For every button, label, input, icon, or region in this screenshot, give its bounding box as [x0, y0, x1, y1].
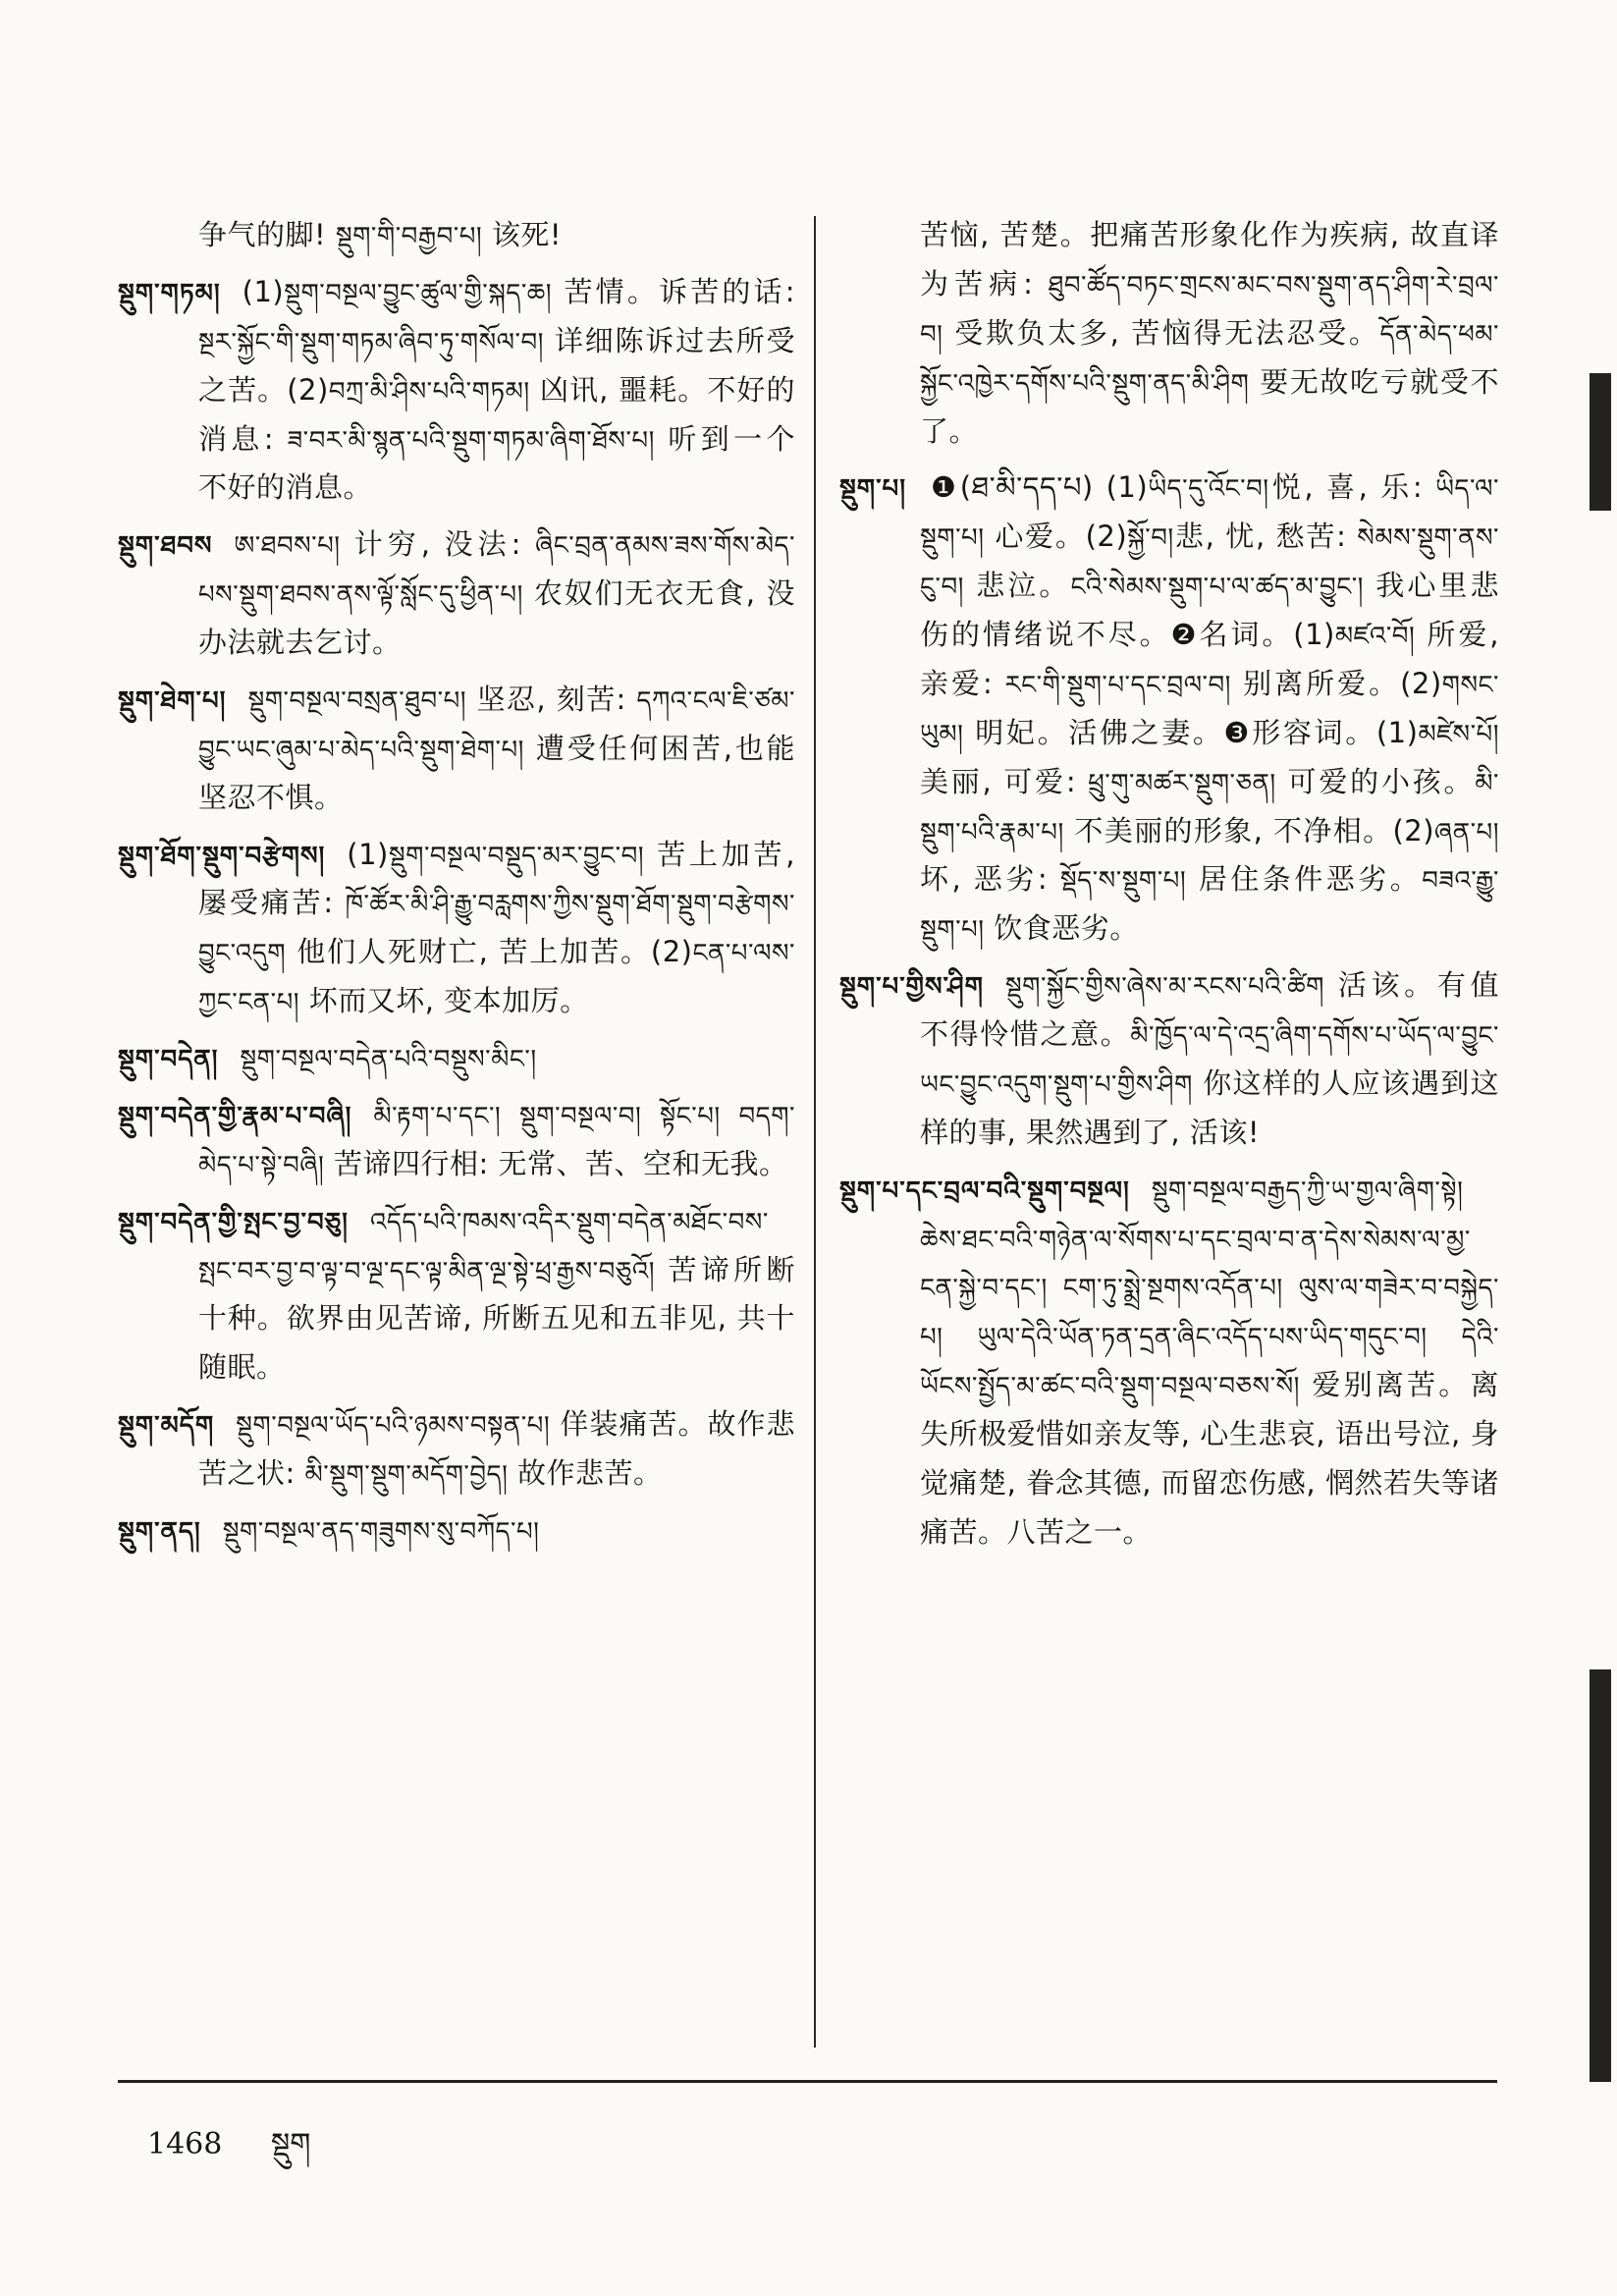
- chinese-gloss: 苦恼, 苦楚。把痛苦形象化作为疾病, 故直译为苦病:: [920, 218, 1499, 301]
- chinese-gloss: 要无故吃亏就受不了。: [920, 364, 1499, 448]
- edge-mark: [1590, 1669, 1611, 2082]
- chinese-gloss: (1): [242, 274, 285, 308]
- tibetan-text: མི་སྡུག་པའི་རྣམ་པ།: [920, 768, 1499, 847]
- tibetan-text: སྡུག་བསྔལ་བསྲན་ཐུབ་པ།: [247, 685, 467, 716]
- tibetan-text: མཛའ་བོ།: [1334, 622, 1416, 651]
- chinese-gloss: 居住条件恶劣。: [1186, 862, 1423, 897]
- headword: སྡུག་ནད།: [118, 1516, 201, 1547]
- tibetan-text: ངན་པ་ལས་ཀྱང་ངན་པ།: [198, 939, 795, 1018]
- dictionary-entry: [118, 1197, 795, 1394]
- dictionary-entry: [118, 1400, 795, 1499]
- footer-rule: [118, 2080, 1497, 2083]
- edge-mark: [1590, 373, 1611, 511]
- chinese-gloss: 他们人死财亡, 苦上加苦。(2): [286, 935, 693, 969]
- left-column: [118, 211, 795, 1563]
- tibetan-text: སྔར་སྐྱོང་གི་སྡུག་གཏམ་ཞིབ་ཏུ་གསོལ་བ།: [198, 327, 544, 357]
- dictionary-entry: [118, 831, 795, 1027]
- tibetan-text: མཛེས་པོ།: [1418, 719, 1499, 749]
- tibetan-text: མི་རྟག་པ་དང་། སྡུག་བསྔལ་བ། སྟོང་པ། བདག་མེད་པ་སྟེ་བཞི།: [198, 1101, 795, 1180]
- tibetan-text: ཞན་པ།: [1434, 817, 1499, 847]
- tibetan-text: སྡུག་བསྔལ་བྱུང་ཚུལ་གྱི་སྐད་ཆ།: [284, 278, 553, 308]
- tibetan-text: ངའི་སེམས་སྡུག་པ་ལ་ཚད་མ་བྱུང་།: [1070, 573, 1364, 603]
- tibetan-text: ཐུབ་ཚོད་བཏང་གྲངས་མང་བས་སྡུག་ནད་ཤིག་རེ་བྲལ་བ།: [920, 270, 1499, 350]
- tibetan-text: སྐྱོ་བ།: [1127, 523, 1174, 554]
- tibetan-text: ཁོ་ཚོར་མི་ཤི་རྒྱུ་བརླགས་ཀྱིས་སྡུག་ཐོག་སྡུག་བརྩེགས་བྱུང་འདུག: [198, 890, 795, 969]
- tibetan-text: སྡུག་བསྔལ་བསྡུད་མར་བྱུང་བ།: [388, 841, 645, 871]
- chinese-gloss: 苦谛所断十种。欲界由见苦谛, 所断五见和五非见, 共十随眠。: [198, 1252, 795, 1385]
- chinese-gloss: 遭受任何困苦,也能坚忍不惧。: [198, 731, 795, 814]
- chinese-gloss: 饮食恶劣。: [984, 911, 1139, 946]
- headword: སྡུག་བདེན་གྱི་སྤང་བྱ་བཅུ།: [118, 1207, 349, 1237]
- chinese-gloss: 听到一个不好的消息。: [198, 421, 795, 505]
- tibetan-text: མི་ཁྱོད་ལ་དེ་འདྲ་ཞིག་དགོས་པ་ཡོད་ལ་བྱུང་ཡང་བྱུང་འདུག་སྡུག་པ་གྱིས་ཤིག: [920, 1021, 1499, 1100]
- chinese-gloss: 悲泣。: [963, 569, 1071, 603]
- chinese-gloss: 坏而又坏, 变本加厉。: [299, 984, 589, 1018]
- dictionary-entry: [839, 1166, 1499, 1558]
- dictionary-entry: [839, 464, 1499, 954]
- chinese-gloss: 不美丽的形象, 不净相。(2): [1063, 813, 1435, 847]
- headword: སྡུག་པ་དང་བྲལ་བའི་སྡུག་བསྔལ།: [839, 1175, 1130, 1206]
- chinese-gloss: 别离所爱。(2): [1230, 666, 1442, 700]
- tibetan-text: བཀྲ་མི་ཤིས་པའི་གཏམ།: [328, 376, 530, 407]
- headword: སྡུག་ཐོག་སྡུག་བརྩེགས།: [118, 841, 326, 871]
- headword: སྡུག་བདེན་གྱི་རྣམ་པ་བཞི།: [118, 1101, 352, 1131]
- chinese-gloss: 争气的脚!: [198, 218, 336, 251]
- headword: སྡུག་བདེན།: [118, 1045, 219, 1074]
- tibetan-text: དཀའ་ངལ་ཇི་ཙམ་བྱུང་ཡང་ཞུམ་པ་མེད་པའི་སྡུག་ཐེག་པ།: [198, 685, 795, 765]
- chinese-gloss: 活该。有值不得怜惜之意。: [920, 968, 1499, 1051]
- chinese-gloss: 所爱, 亲爱:: [920, 618, 1500, 700]
- dictionary-entry: [839, 961, 1499, 1158]
- scan-edge-marks: [1578, 0, 1617, 2296]
- chinese-gloss: 悦, 喜, 乐:: [1268, 470, 1436, 505]
- chinese-gloss: 计穷, 没法:: [340, 527, 536, 562]
- headword: སྡུག་པ་གྱིས་ཤིག: [839, 972, 984, 1003]
- chinese-gloss: 坏, 恶劣:: [920, 862, 1060, 897]
- chinese-gloss: 受欺负太多, 苦恼得无法忍受。: [943, 315, 1380, 350]
- tibetan-text: སྡུག་བསྔལ་ནད་གཟུགས་སུ་བཀོད་པ།: [222, 1516, 540, 1547]
- headword: སྡུག་མདོག: [118, 1411, 215, 1442]
- dictionary-entry: [118, 676, 795, 823]
- entry-continuation: [118, 211, 795, 260]
- page-number: 1468: [147, 2127, 223, 2161]
- column-divider: [814, 216, 816, 2048]
- chinese-gloss: 可爱的小孩。: [1275, 764, 1476, 798]
- chinese-gloss: ❶(ཐ་མི་དད་པ) (1): [927, 470, 1149, 505]
- chinese-gloss: 详细陈诉过去所受之苦。(2): [198, 323, 795, 407]
- entry-continuation: [839, 211, 1499, 456]
- tibetan-text: མི་སྡུག་སྡུག་མདོག་བྱེད།: [304, 1460, 509, 1490]
- chinese-gloss: 爱别离苦。离失所极爱惜如亲友等, 心生悲哀, 语出号泣, 身觉痛楚, 眷念其德, 而留恋伤感, 惘然若失等诸痛苦。八苦之一。: [920, 1368, 1499, 1549]
- chinese-gloss: 佯装痛苦。故作悲苦之状:: [198, 1407, 795, 1490]
- chinese-gloss: 该死!: [482, 218, 563, 251]
- tibetan-text: རང་གི་སྡུག་པ་དང་བྲལ་བ།: [1004, 670, 1231, 700]
- page-footer: [147, 2111, 310, 2194]
- dictionary-entry: [118, 1034, 795, 1083]
- tibetan-text: གསང་ཡུམ།: [920, 670, 1499, 749]
- chinese-gloss: 我心里悲伤的情绪说不尽。❷名词。(1): [920, 569, 1499, 651]
- tibetan-text: ཕྲུ་གུ་མཚར་སྡུག་ཅན།: [1088, 768, 1276, 798]
- headword: སྡུག་ཐེག་པ།: [118, 685, 227, 716]
- tibetan-text: དོན་མེད་ཕམ་སྐྱོང་འཁྱེར་དགོས་པའི་སྡུག་ནད་མི་ཤིག: [920, 319, 1499, 399]
- chinese-gloss: 农奴们无衣无食, 没办法就去乞讨。: [198, 576, 795, 659]
- chinese-gloss: 凶讯, 噩耗。不好的消息:: [198, 372, 795, 456]
- chinese-gloss: 明妃。活佛之妻。❸形容词。(1): [963, 715, 1419, 749]
- chinese-gloss: 心爱。(2): [984, 519, 1128, 554]
- tibetan-text: སྡུག་བསྔལ་བརྒྱད་ཀྱི་ཡ་གྱལ་ཞིག་སྟེ། ཆེས་ཐང་བའི་གཉེན་ལ་སོགས་པ་དང་བྲལ་བ་ན་དེས་སེམས་ལ་མྱ་ངན་སྐྱེ་བ་དང་། ངག་ཏུ་སྨྲེ་སྔགས་འདོན་པ། ལུས་ལ་གཟེར་བ་བསྐྱེད་པ། ཡུལ་དེའི་ཡོན་ཏན་དྲན་ཞིང་འདོད་པས་ཡིད་གདུང་བ། དེའི་ཡོངས་སྤྱོད་མ་ཚང་བའི་སྡུག་བསྔལ་བཅས་སོ།: [920, 1175, 1499, 1402]
- tibetan-text: སྡུག་བསྔལ་བདེན་པའི་བསྡུས་མིང་།: [240, 1045, 537, 1074]
- chinese-gloss: 苦谛四行相: 无常、苦、空和无我。: [324, 1146, 788, 1180]
- chinese-gloss: 美丽, 可爱:: [920, 764, 1089, 798]
- headword: སྡུག་གཏམ།: [118, 278, 221, 308]
- dictionary-entry: [118, 1091, 795, 1189]
- tibetan-text: ཨ་ཐབས་པ།: [234, 531, 341, 562]
- tibetan-text: སེམས་སྡུག་ནས་ངུ་བ།: [920, 523, 1499, 603]
- tibetan-text: ཡིད་ལ་སྡུག་པ།: [920, 474, 1499, 554]
- chinese-gloss: 悲, 忧, 愁苦:: [1173, 519, 1358, 554]
- tibetan-text: ཟ་བར་མི་སྙན་པའི་སྡུག་གཏམ་ཞིག་ཐོས་པ།: [287, 425, 655, 456]
- chinese-gloss: 苦情。诉苦的话:: [552, 274, 795, 308]
- chinese-gloss: 你这样的人应该遇到这样的事, 果然遇到了, 活该!: [920, 1066, 1499, 1149]
- dictionary-entry: [118, 520, 795, 668]
- right-column: [839, 211, 1499, 1565]
- running-head: སྡུག: [270, 2127, 311, 2161]
- tibetan-text: ཡིད་དུ་འོང་བ།: [1148, 474, 1269, 505]
- chinese-gloss: 苦上加苦, 屡受痛苦:: [198, 837, 795, 920]
- dictionary-entry: [118, 268, 795, 513]
- tibetan-text: སྡུག་བསྔལ་ཡོད་པའི་ཉམས་བསྟན་པ།: [236, 1411, 551, 1442]
- dictionary-entry: [118, 1506, 795, 1556]
- chinese-gloss: 坚忍, 刻苦:: [466, 682, 637, 716]
- tibetan-text: འདོད་པའི་ཁམས་འདིར་སྡུག་བདེན་མཐོང་བས་སྤང་བར་བྱ་བ་ལྟ་བ་ལྔ་དང་ལྟ་མིན་ལྔ་སྟེ་ཕྲ་རྒྱས་བཅུའོ།: [198, 1207, 769, 1286]
- tibetan-text: ཞིང་བྲན་ནམས་ཟས་གོས་མེད་པས་སྡུག་ཐབས་ནས་ལྟོ་སློང་དུ་ཕྱིན་པ།: [198, 531, 795, 611]
- tibetan-text: སྡོད་ས་སྡུག་པ།: [1059, 866, 1187, 897]
- tibetan-text: སྡུག་སྐྱོང་གྱིས་ཞེས་མ་རངས་པའི་ཚིག: [1004, 972, 1324, 1003]
- tibetan-text: བཟའ་རྒྱུ་སྡུག་པ།: [920, 866, 1499, 946]
- headword: སྡུག་ཐབས: [118, 531, 213, 562]
- headword: སྡུག་པ།: [839, 474, 906, 505]
- chinese-gloss: 故作悲苦。: [508, 1456, 663, 1490]
- tibetan-text: སྡུག་གི་བརྒྱབ་པ།: [335, 222, 483, 251]
- chinese-gloss: (1): [347, 837, 389, 871]
